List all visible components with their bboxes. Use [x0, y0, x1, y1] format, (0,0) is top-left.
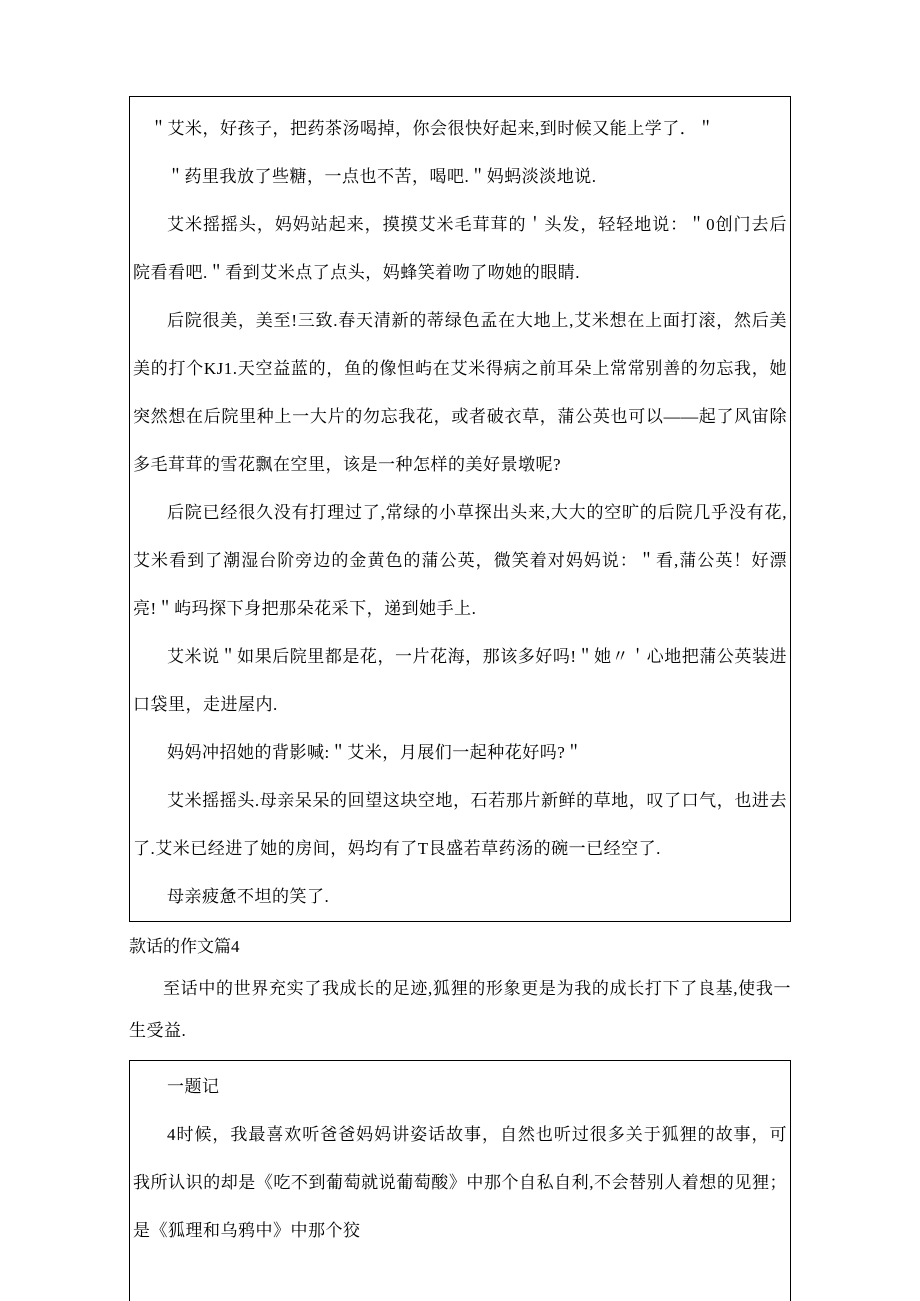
paragraph: 妈妈冲招她的背影喊:＂艾米，月展们一起种花好吗?＂	[167, 743, 583, 762]
paragraph: ＂药里我放了些糖，一点也不苦，喝吧.＂妈蚂淡淡地说.	[167, 167, 597, 186]
paragraph: ＂艾米，好孩子，把药茶汤喝掉，你会很快好起来,到时候又能上学了．＂	[150, 119, 715, 138]
paragraph: 后院已经很久没有打理过了,常绿的小草探出头来,大大的空旷的后院几乎没有花,艾米看到了潮湿台阶旁边的金黄色的蒲公英，微笑着对妈妈说：＂看,蒲公英！好漂亮!＂屿玛探下身把那朵花采下，递到她手上.	[133, 503, 787, 618]
paragraph: 后院很美，美至!三致.春天清新的蒂绿色孟在大地上,艾米想在上面打滚，然后美美的打个KJ1.天空益蓝的，鱼的像怛屿在艾米得病之前耳朵上常常别善的勿忘我，她突然想在后院里种上一大片的勿忘我花，或者破衣草，蒲公英也可以——起了风宙除多毛茸茸的雪花飘在空里，该是一种怎样的美好景墩呢?	[133, 311, 787, 474]
paragraph: 一题记	[167, 1077, 220, 1096]
page1-bordered-cell	[129, 96, 791, 922]
paragraph: 4时候，我最喜欢听爸爸妈妈讲姿话故事，自然也听过很多关于狐狸的故事，可我所认识的却是《吃不到葡萄就说葡萄酸》中那个自私自利,不会替别人着想的见狸；是《狐理和乌鸦中》中那个狡	[133, 1125, 787, 1240]
page2-bordered-cell	[129, 1060, 791, 1301]
paragraph: 艾米摇摇头.母亲呆呆的回望这块空地，石若那片新鲜的草地，叹了口气，也进去了.艾米已经进了她的房间，妈均有了T艮盛若草药汤的碗一已经空了.	[133, 791, 787, 858]
paragraph: 母亲疲惫不坦的笑了.	[167, 887, 330, 906]
paragraph: 艾米摇摇头，妈妈站起来，摸摸艾米毛茸茸的＇头发，轻轻地说：＂0创门去后院看看吧.＂看到艾米点了点头，妈蜂笑着吻了吻她的眼睛.	[133, 215, 787, 282]
paragraph: 艾米说＂如果后院里都是花，一片花海，那该多好吗!＂她〃＇心地把蒲公英装进口袋里，走进屋内.	[133, 647, 787, 714]
document-content-column	[129, 0, 791, 1301]
section-heading: 款话的作文篇4	[129, 937, 240, 956]
intro-paragraph: 至话中的世界充实了我成长的足迹,狐狸的形象更是为我的成长打下了良基,使我一生受益.	[129, 979, 791, 1040]
